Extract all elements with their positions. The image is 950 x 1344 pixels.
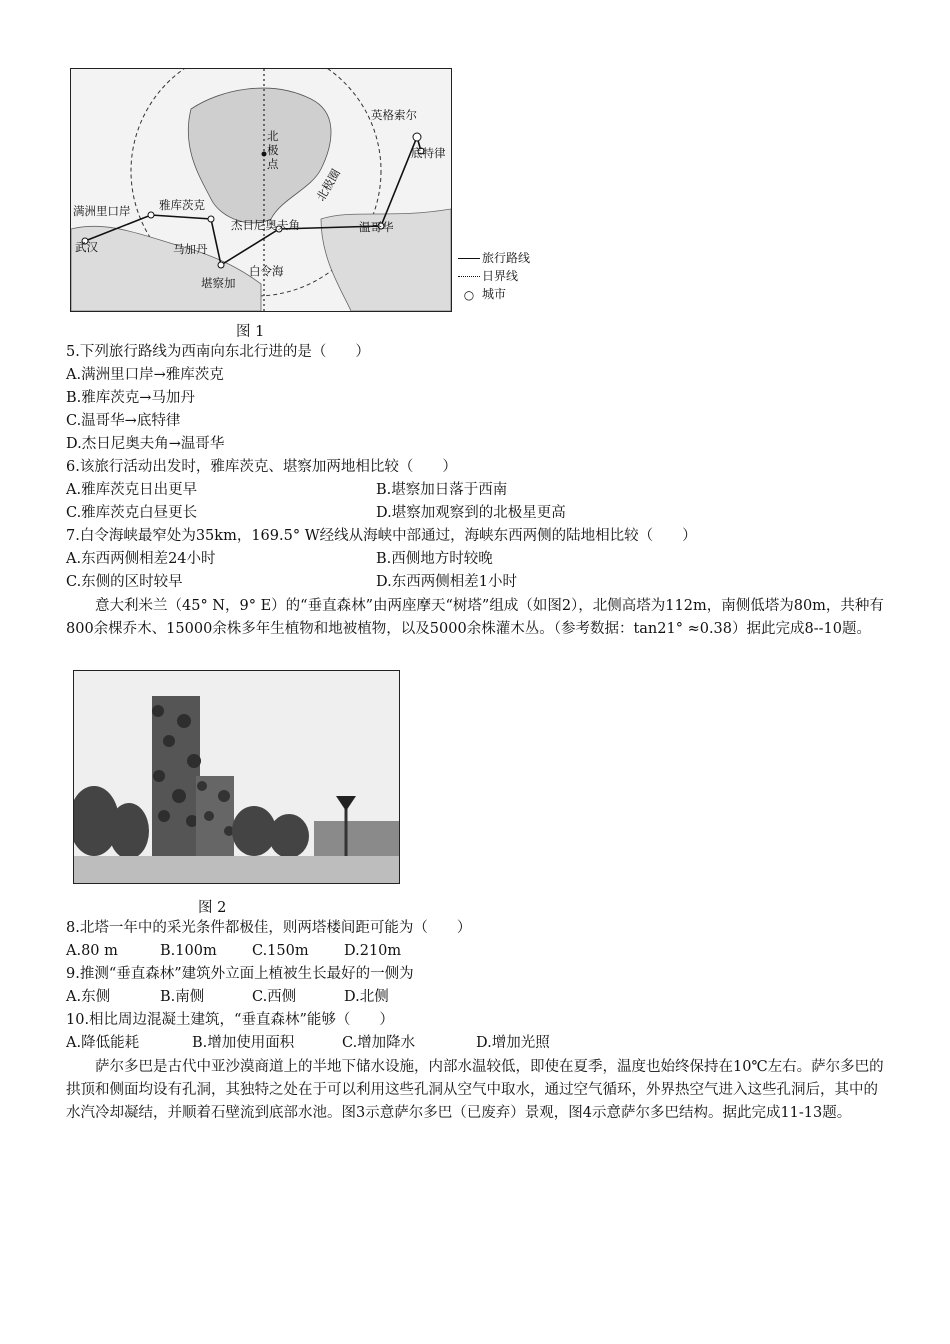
label-dite: 底特律 [411, 146, 446, 160]
q10-stem: 10.相比周边混凝土建筑，“垂直森林”能够（ ） [66, 1012, 394, 1028]
q10-option-c: C.增加降水 [342, 1035, 416, 1051]
label-wenge: 温哥华 [359, 220, 394, 234]
city-symbol: ○ [463, 287, 475, 302]
vertical-forest-photo [74, 671, 399, 883]
q6-option-a: A.雅库茨克日出更早 [66, 482, 198, 498]
q7-option-c: C.东侧的区时较早 [66, 574, 183, 590]
q5-option-a: A.满洲里口岸→雅库茨克 [66, 367, 224, 383]
q10-options [66, 1033, 550, 1053]
label-manzhouli: 满洲里口岸 [73, 204, 131, 218]
route-line-symbol [458, 258, 480, 259]
q7-options-row1 [66, 549, 493, 569]
label-bering: 白令海 [249, 264, 284, 278]
figure-2-caption: 图 2 [198, 900, 227, 916]
legend-dateline: 日界线 [458, 268, 518, 284]
label-wuhan: 武汉 [75, 240, 98, 254]
q9-option-b: B.南侧 [160, 989, 205, 1005]
q8-option-b: B.100m [160, 943, 217, 959]
city-marker [148, 212, 154, 218]
north-pole-label: 北 极 点 [267, 129, 279, 171]
city-marker [218, 262, 224, 268]
label-yakucike: 雅库茨克 [159, 198, 205, 212]
intro-11-13: 萨尔多巴是古代中亚沙漠商道上的半地下储水设施，内部水温较低，即使在夏季，温度也始终保持在10℃左右。萨尔多巴的拱顶和侧面均设有孔洞，其独特之处在于可以利用这些孔洞从空气中取水，通过空气循环，外界热空气进入这些孔洞后，其中的水汽冷却凝结，并顺着石壁流到底部水池。图3示意萨尔多巴（已废弃）景观，图4示意萨尔多巴结构。据此完成11-13题。 [66, 1059, 884, 1121]
q7-options-row2 [66, 572, 517, 592]
figure-1-caption: 图 1 [236, 324, 265, 340]
q7-option-b: B.西侧地方时较晚 [376, 551, 493, 567]
q5-option-c: C.温哥华→底特律 [66, 413, 181, 429]
q6-option-b: B.堪察加日落于西南 [376, 482, 508, 498]
q6-options-row1 [66, 480, 507, 500]
land-shape [71, 226, 261, 311]
q10-option-d: D.增加光照 [476, 1035, 550, 1051]
dateline-symbol [458, 276, 480, 277]
q8-options [66, 941, 401, 961]
q6-option-d: D.堪察加观察到的北极星更高 [376, 505, 566, 521]
q10-option-a: A.降低能耗 [66, 1035, 140, 1051]
q9-options [66, 987, 389, 1007]
city-marker [208, 216, 214, 222]
city-marker [413, 133, 421, 141]
q10-option-b: B.增加使用面积 [192, 1035, 295, 1051]
land-shape [188, 88, 331, 223]
legend-route: 旅行路线 [458, 250, 530, 266]
q9-option-d: D.北侧 [344, 989, 389, 1005]
north-pole-marker [262, 152, 267, 157]
q8-option-a: A.80 m [66, 943, 118, 959]
q5-stem: 5.下列旅行路线为西南向东北行进的是（ ） [66, 344, 370, 360]
q5-option-b: B.雅库茨克→马加丹 [66, 390, 195, 406]
label-kanchaka: 堪察加 [201, 276, 236, 290]
q9-option-a: A.东侧 [66, 989, 111, 1005]
label-yingesuoer: 英格索尔 [371, 108, 417, 122]
q7-stem: 7.白令海峡最窄处为35km，169.5° W经线从海峡中部通过，海峡东西两侧的陆地相比较（ ） [66, 528, 697, 544]
q6-options-row2 [66, 503, 566, 523]
q6-option-c: C.雅库茨克白昼更长 [66, 505, 198, 521]
q9-option-c: C.西侧 [252, 989, 297, 1005]
q6-stem: 6.该旅行活动出发时，雅库茨克、堪察加两地相比较（ ） [66, 459, 457, 475]
label-beijixian: 北极圈 [313, 166, 343, 204]
q8-stem: 8.北塔一年中的采光条件都极佳，则两塔楼间距可能为（ ） [66, 920, 472, 936]
intro-8-10: 意大利米兰（45° N，9° E）的“垂直森林”由两座摩天“树塔”组成（如图2），北侧高塔为112m，南侧低塔为80m，共种有800余棵乔木、15000余株多年生植物和地被植物，以及5000余株灌木丛。（参考数据：tan21° ≈0.38）据此完成8--10题。 [66, 598, 884, 637]
q7-option-a: A.东西两侧相差24小时 [66, 551, 216, 567]
figure-2-photo [73, 670, 400, 884]
label-magadan: 马加丹 [173, 242, 208, 256]
q8-option-d: D.210m [344, 943, 402, 959]
q7-option-d: D.东西两侧相差1小时 [376, 574, 517, 590]
figure-1-map [70, 68, 452, 312]
label-jieri: 杰日尼奥夫角 [231, 218, 300, 232]
q8-option-c: C.150m [252, 943, 309, 959]
q5-option-d: D.杰日尼奥夫角→温哥华 [66, 436, 225, 452]
legend-city: ○ 城市 [458, 286, 506, 303]
q9-stem: 9.推测“垂直森林”建筑外立面上植被生长最好的一侧为 [66, 966, 414, 982]
